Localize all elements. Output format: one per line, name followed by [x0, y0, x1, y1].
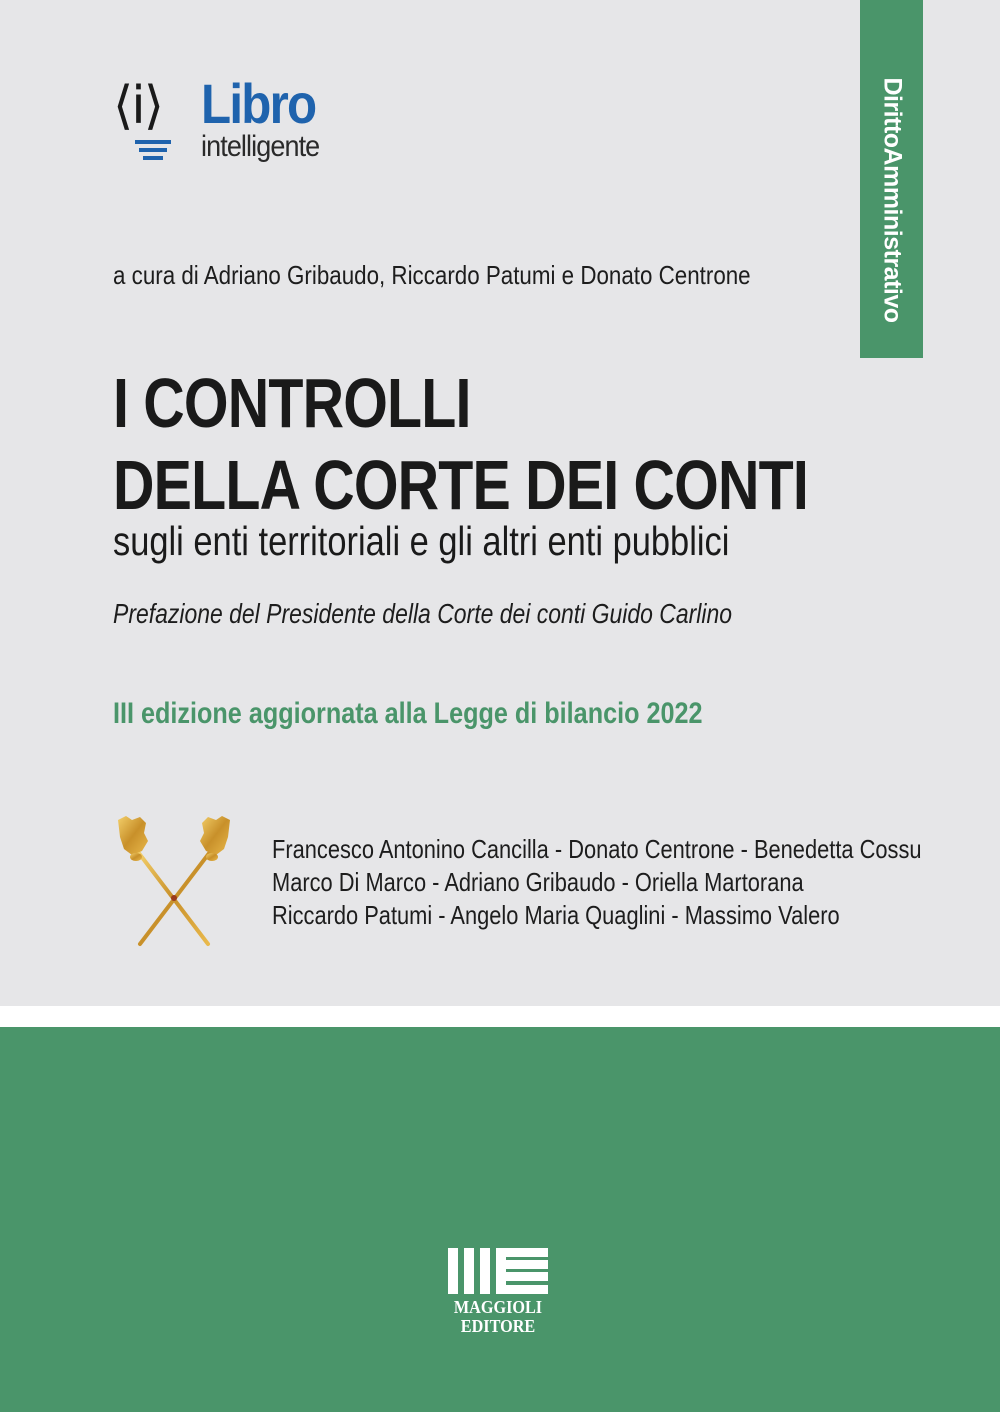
logo-tagline: intelligente: [201, 130, 320, 163]
title-line-2: DELLA CORTE DEI CONTI: [113, 446, 808, 524]
book-subtitle: sugli enti territoriali e gli altri enti pubblici: [113, 518, 730, 564]
maggioli-mark-icon: [448, 1248, 548, 1294]
authors-line: Francesco Antonino Cancilla - Donato Centrone - Benedetta Cossu: [272, 834, 922, 864]
lightbulb-base-icon: [135, 140, 171, 164]
curators-line: a cura di Adriano Gribaudo, Riccardo Patumi e Donato Centrone: [113, 260, 751, 290]
book-title: [113, 362, 808, 526]
publisher-name: MAGGIOLI: [453, 1297, 543, 1317]
publisher-suffix: EDITORE: [460, 1316, 536, 1336]
white-divider-stripe: [0, 1006, 1000, 1027]
logo-brackets: ⟨i⟩: [113, 76, 163, 136]
authors-line: Riccardo Patumi - Angelo Maria Quaglini - Massimo Valero: [272, 900, 840, 930]
edition-line: III edizione aggiornata alla Legge di bilancio 2022: [113, 697, 703, 730]
authors-list: [272, 833, 922, 932]
preface-line: Prefazione del Presidente della Corte dei conti Guido Carlino: [113, 598, 733, 629]
cover-lower-green-panel: [0, 1027, 1000, 1412]
series-tab: [860, 0, 923, 358]
ilibro-logo: [113, 72, 353, 168]
authors-line: Marco Di Marco - Adriano Gribaudo - Oriella Martorana: [272, 867, 804, 897]
maggioli-editore-logo: [440, 1248, 560, 1338]
series-label: DirittoAmministrativo: [878, 77, 906, 323]
crossed-maces-icon: [108, 812, 240, 952]
logo-word: Libro: [201, 72, 316, 135]
title-line-1: I CONTROLLI: [113, 364, 471, 442]
